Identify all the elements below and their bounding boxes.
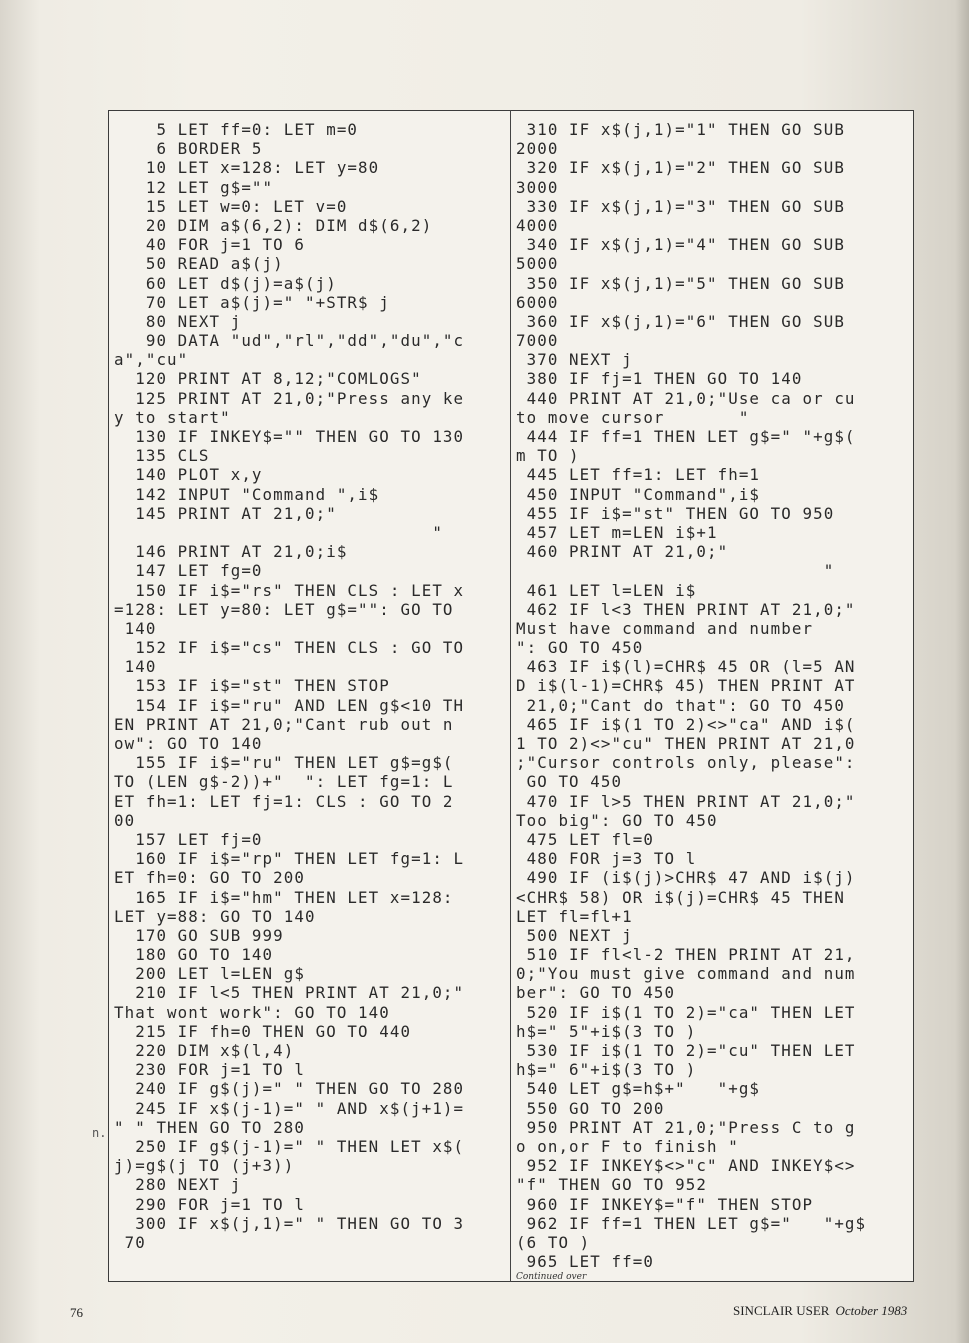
code-line: 440 PRINT AT 21,0;"Use ca or cu bbox=[516, 388, 856, 408]
code-line: 320 IF x$(j,1)="2" THEN GO SUB bbox=[516, 158, 845, 178]
code-line: 1 TO 2)<>"cu" THEN PRINT AT 21,0 bbox=[516, 734, 856, 753]
code-line: to move cursor " bbox=[516, 407, 750, 427]
code-line: <CHR$ 58) OR i$(j)=CHR$ 45 THEN bbox=[516, 887, 845, 907]
code-line: D i$(l-1)=CHR$ 45) THEN PRINT AT bbox=[516, 676, 856, 696]
code-line: 461 LET l=LEN i$ bbox=[516, 580, 697, 600]
code-line: 444 IF ff=1 THEN LET g$=" "+g$( bbox=[516, 427, 856, 446]
code-line: 457 LET m=LEN i$+1 bbox=[516, 522, 718, 542]
code-line: 142 INPUT "Command ",i$ bbox=[114, 484, 380, 504]
code-line: 50 READ a$(j) bbox=[114, 254, 284, 274]
code-line: 6000 bbox=[516, 292, 559, 312]
code-line: 2000 bbox=[516, 139, 559, 159]
code-line: 12 LET g$="" bbox=[114, 177, 274, 197]
code-line: 125 PRINT AT 21,0;"Press any ke bbox=[114, 388, 465, 408]
code-line: o on,or F to finish " bbox=[516, 1136, 739, 1156]
code-line: 70 LET a$(j)=" "+STR$ j bbox=[114, 292, 390, 312]
code-line: 147 LET fg=0 bbox=[114, 561, 263, 581]
code-line: 145 PRINT AT 21,0;" bbox=[114, 503, 337, 523]
code-line: " " THEN GO TO 280 bbox=[114, 1117, 305, 1137]
code-line: 154 IF i$="ru" AND LEN g$<10 TH bbox=[114, 695, 465, 715]
code-line: Must have command and number bbox=[516, 618, 814, 638]
code-line: 370 NEXT j bbox=[516, 350, 633, 370]
code-line: 240 IF g$(j)=" " THEN GO TO 280 bbox=[114, 1079, 465, 1099]
code-line: 450 INPUT "Command",i$ bbox=[516, 484, 761, 504]
code-line: 6 BORDER 5 bbox=[114, 139, 263, 159]
code-line: 962 IF ff=1 THEN LET g$=" "+g$ bbox=[516, 1213, 867, 1233]
code-line: h$=" 6"+i$(3 TO ) bbox=[516, 1060, 697, 1080]
code-line: 965 LET ff=0 bbox=[516, 1252, 654, 1272]
code-line: 140 PLOT x,y bbox=[114, 465, 263, 485]
code-line: TO (LEN g$-2))+" ": LET fg=1: L bbox=[114, 772, 454, 792]
code-line: 80 NEXT j bbox=[114, 311, 242, 331]
code-line: 146 PRINT AT 21,0;i$ bbox=[114, 542, 348, 562]
code-line: " bbox=[114, 522, 443, 542]
code-line: GO TO 450 bbox=[516, 772, 623, 792]
code-line: 455 IF i$="st" THEN GO TO 950 bbox=[516, 503, 835, 523]
code-line: 210 IF l<5 THEN PRINT AT 21,0;" bbox=[114, 983, 465, 1003]
code-line: 950 PRINT AT 21,0;"Press C to g bbox=[516, 1117, 856, 1137]
code-line: 140 bbox=[114, 657, 157, 677]
code-line: 200 LET l=LEN g$ bbox=[114, 964, 305, 984]
code-line: 5000 bbox=[516, 254, 559, 274]
listing-right-column bbox=[516, 120, 906, 1271]
code-line: 170 GO SUB 999 bbox=[114, 925, 284, 945]
code-line: 120 PRINT AT 8,12;"COMLOGS" bbox=[114, 369, 422, 389]
magazine-title: SINCLAIR USER bbox=[733, 1303, 830, 1318]
code-line: 250 IF g$(j-1)=" " THEN LET x$( bbox=[114, 1136, 465, 1156]
code-line: 350 IF x$(j,1)="5" THEN GO SUB bbox=[516, 273, 845, 293]
code-line: 300 IF x$(j,1)=" " THEN GO TO 3 bbox=[114, 1213, 465, 1233]
code-line: h$=" 5"+i$(3 TO ) bbox=[516, 1021, 697, 1041]
margin-annotation: n. bbox=[92, 1126, 107, 1140]
code-line: 470 IF l>5 THEN PRINT AT 21,0;" bbox=[516, 791, 856, 811]
code-line: EN PRINT AT 21,0;"Cant rub out n bbox=[114, 714, 454, 734]
column-divider bbox=[510, 110, 511, 1282]
code-line: 155 IF i$="ru" THEN LET g$=g$( bbox=[114, 753, 454, 773]
code-line: 445 LET ff=1: LET fh=1 bbox=[516, 465, 761, 485]
code-line: 290 FOR j=1 TO l bbox=[114, 1194, 305, 1214]
code-line: " bbox=[516, 561, 835, 581]
code-line: 960 IF INKEY$="f" THEN STOP bbox=[516, 1194, 814, 1214]
code-line: 70 bbox=[114, 1232, 146, 1252]
code-line: 4000 bbox=[516, 215, 559, 235]
code-line: 00 bbox=[114, 810, 136, 830]
code-line: 150 IF i$="rs" THEN CLS : LET x bbox=[114, 580, 465, 600]
code-line: 60 LET d$(j)=a$(j) bbox=[114, 273, 337, 293]
code-line: 220 DIM x$(l,4) bbox=[114, 1041, 295, 1060]
code-line: 15 LET w=0: LET v=0 bbox=[114, 196, 348, 216]
code-line: 165 IF i$="hm" THEN LET x=128: bbox=[114, 887, 454, 907]
code-line: 480 FOR j=3 TO l bbox=[516, 849, 697, 869]
code-line: 510 IF fl<l-2 THEN PRINT AT 21, bbox=[516, 945, 856, 965]
code-line: 10 LET x=128: LET y=80 bbox=[114, 158, 380, 178]
code-line: ET fh=1: LET fj=1: CLS : GO TO 2 bbox=[114, 791, 454, 811]
code-line: 130 IF INKEY$="" THEN GO TO 130 bbox=[114, 427, 465, 446]
code-line: 140 bbox=[114, 618, 157, 638]
code-line: 460 PRINT AT 21,0;" bbox=[516, 542, 729, 562]
code-line: That wont work": GO TO 140 bbox=[114, 1002, 390, 1022]
code-line: 465 IF i$(1 TO 2)<>"ca" AND i$( bbox=[516, 714, 856, 734]
code-line: 340 IF x$(j,1)="4" THEN GO SUB bbox=[516, 235, 845, 255]
code-line: 245 IF x$(j-1)=" " AND x$(j+1)= bbox=[114, 1098, 465, 1118]
code-line: 550 GO TO 200 bbox=[516, 1098, 665, 1118]
issue-date: October 1983 bbox=[835, 1303, 908, 1318]
code-line: 330 IF x$(j,1)="3" THEN GO SUB bbox=[516, 196, 845, 216]
code-line: 540 LET g$=h$+" "+g$ bbox=[516, 1079, 761, 1099]
code-line: 380 IF fj=1 THEN GO TO 140 bbox=[516, 369, 803, 389]
code-line: "f" THEN GO TO 952 bbox=[516, 1175, 707, 1195]
code-line: 530 IF i$(1 TO 2)="cu" THEN LET bbox=[516, 1041, 856, 1060]
code-line: 157 LET fj=0 bbox=[114, 829, 263, 849]
code-line: 7000 bbox=[516, 331, 559, 351]
continued-over-note: Continued over bbox=[516, 1272, 587, 1282]
code-line: 5 LET ff=0: LET m=0 bbox=[114, 120, 359, 139]
code-line: 152 IF i$="cs" THEN CLS : GO TO bbox=[114, 638, 465, 658]
code-line: LET fl=fl+1 bbox=[516, 906, 633, 926]
code-line: 310 IF x$(j,1)="1" THEN GO SUB bbox=[516, 120, 845, 139]
code-line: a","cu" bbox=[114, 350, 189, 370]
code-line: 462 IF l<3 THEN PRINT AT 21,0;" bbox=[516, 599, 856, 619]
code-line: 500 NEXT j bbox=[516, 925, 633, 945]
code-line: ": GO TO 450 bbox=[516, 638, 644, 658]
code-line: 153 IF i$="st" THEN STOP bbox=[114, 676, 390, 696]
page-number: 76 bbox=[70, 1305, 83, 1320]
code-line: y to start" bbox=[114, 407, 231, 427]
code-line: 952 IF INKEY$<>"c" AND INKEY$<> bbox=[516, 1156, 856, 1176]
code-line: 230 FOR j=1 TO l bbox=[114, 1060, 305, 1080]
code-line: 360 IF x$(j,1)="6" THEN GO SUB bbox=[516, 311, 845, 331]
code-line: ber": GO TO 450 bbox=[516, 983, 676, 1003]
code-line: 90 DATA "ud","rl","dd","du","c bbox=[114, 331, 465, 351]
code-line: m TO ) bbox=[516, 446, 580, 466]
code-line: 280 NEXT j bbox=[114, 1175, 242, 1195]
code-line: 135 CLS bbox=[114, 446, 210, 466]
code-line: 520 IF i$(1 TO 2)="ca" THEN LET bbox=[516, 1002, 856, 1022]
code-line: 215 IF fh=0 THEN GO TO 440 bbox=[114, 1021, 412, 1041]
magazine-footer bbox=[733, 1303, 907, 1319]
code-line: ;"Cursor controls only, please": bbox=[516, 753, 856, 773]
code-line: j)=g$(j TO (j+3)) bbox=[114, 1156, 295, 1176]
code-line: 0;"You must give command and num bbox=[516, 964, 856, 984]
code-line: ow": GO TO 140 bbox=[114, 734, 263, 753]
code-line: 463 IF i$(l)=CHR$ 45 OR (l=5 AN bbox=[516, 657, 856, 677]
code-line: 20 DIM a$(6,2): DIM d$(6,2) bbox=[114, 215, 433, 235]
code-line: 40 FOR j=1 TO 6 bbox=[114, 235, 305, 255]
code-line: =128: LET y=80: LET g$="": GO TO bbox=[114, 599, 454, 619]
code-line: LET y=88: GO TO 140 bbox=[114, 906, 316, 926]
code-line: 475 LET fl=0 bbox=[516, 829, 654, 849]
code-line: 180 GO TO 140 bbox=[114, 945, 274, 965]
code-line: 3000 bbox=[516, 177, 559, 197]
listing-left-column bbox=[114, 120, 504, 1252]
code-line: (6 TO ) bbox=[516, 1232, 591, 1252]
code-line: ET fh=0: GO TO 200 bbox=[114, 868, 305, 888]
code-line: 160 IF i$="rp" THEN LET fg=1: L bbox=[114, 849, 465, 869]
code-line: 490 IF (i$(j)>CHR$ 47 AND i$(j) bbox=[516, 868, 856, 888]
code-line: Too big": GO TO 450 bbox=[516, 810, 718, 830]
code-line: 21,0;"Cant do that": GO TO 450 bbox=[516, 695, 845, 715]
